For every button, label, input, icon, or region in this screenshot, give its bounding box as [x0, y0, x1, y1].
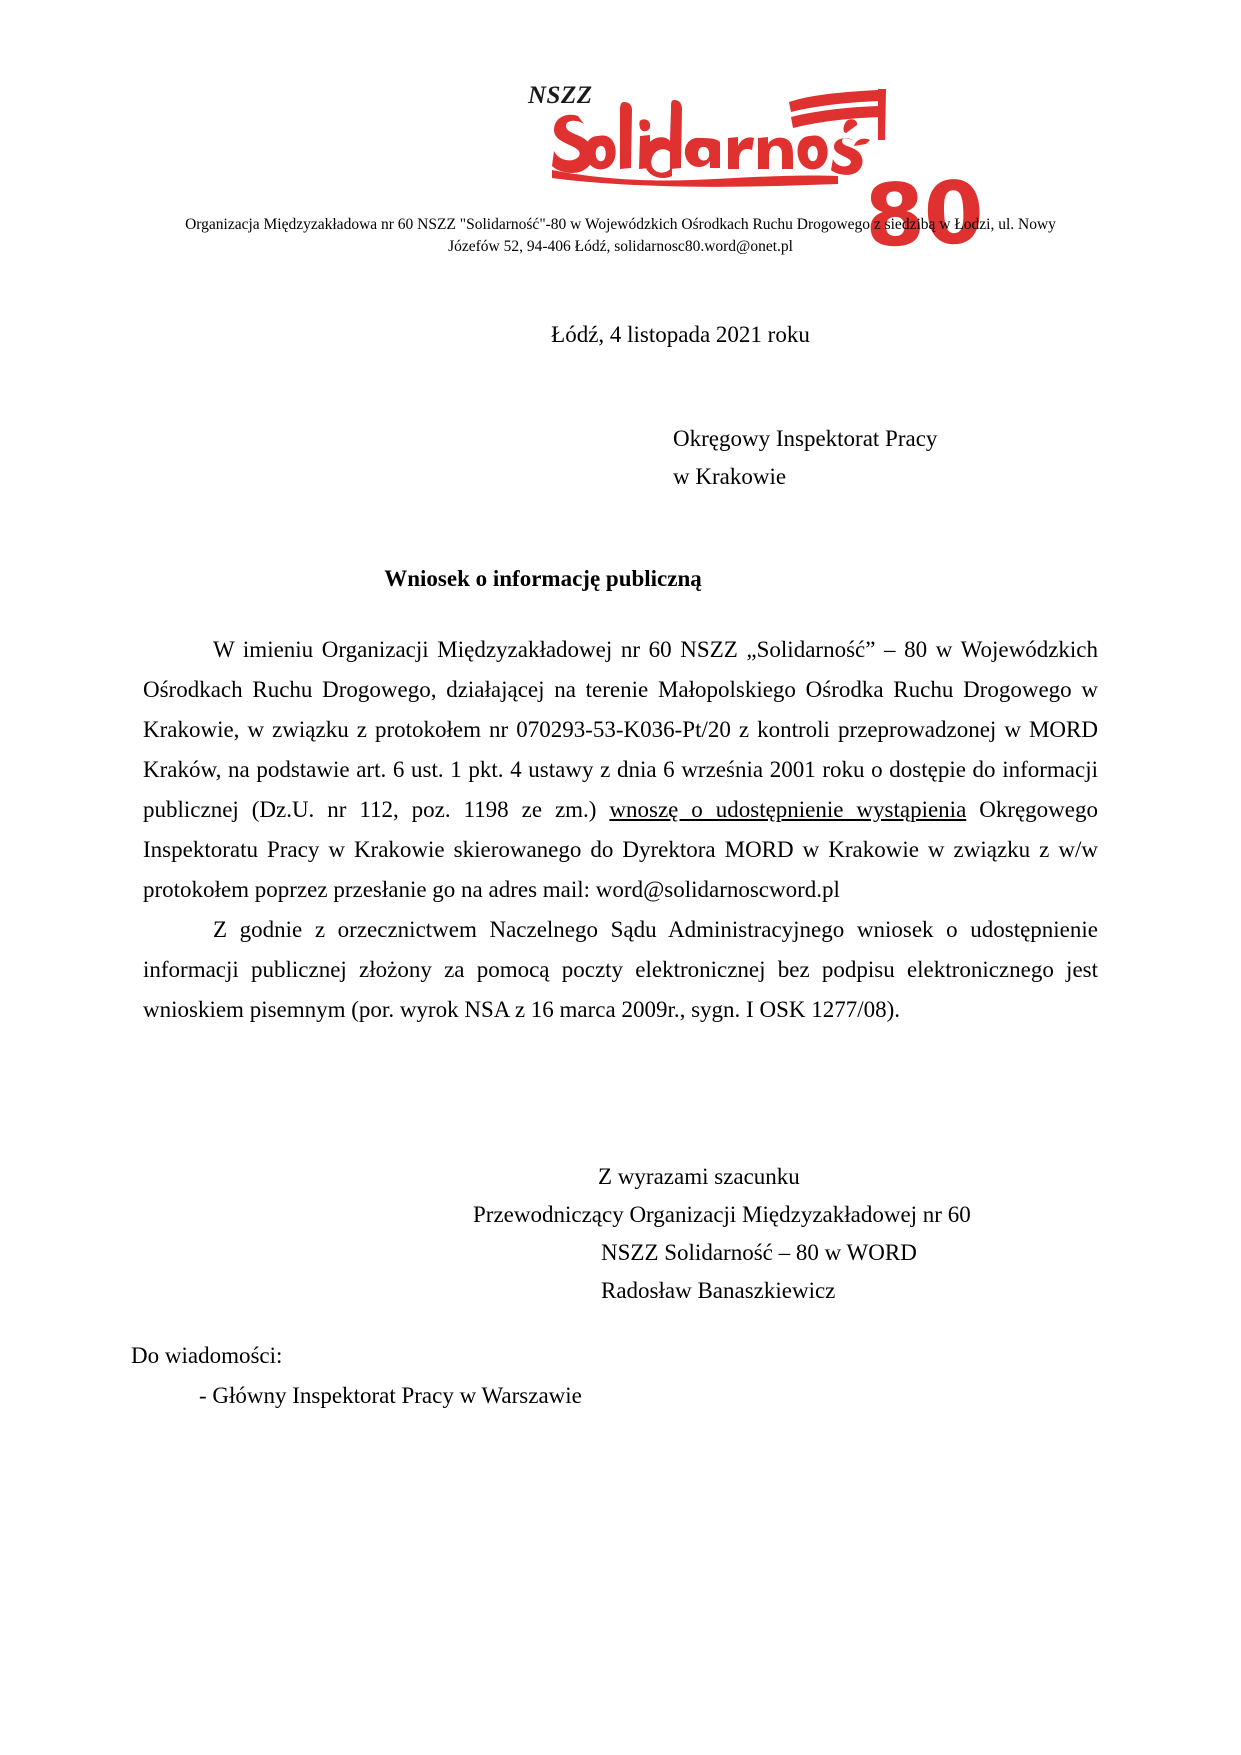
- date-line: Łódź, 4 listopada 2021 roku: [551, 322, 810, 347]
- signature-name: Radosław Banaszkiewicz: [601, 1278, 836, 1303]
- organization-address: [100, 214, 1141, 258]
- solidarnosc-wordmark: [552, 92, 872, 192]
- address-line-1: Organizacja Międzyzakładowa nr 60 NSZZ "Solidarność"-80 w Wojewódzkich Ośrodkach Ruchu Drogowego z siedzibą w Łodzi, ul. Nowy: [185, 216, 1056, 233]
- paragraph-nsa-ruling: Z godnie z orzecznictwem Naczelnego Sądu Administracyjnego wniosek o udostępnienie informacji publicznej złożony za pomocą poczty elektronicznej bez podpisu elektronicznego jest wnioskiem pisemnym (por. wyrok NSA z 16 marca 2009r., sygn. I OSK 1277/08).: [143, 917, 1098, 1022]
- paragraph-1-part-2: Okręgowego Inspektoratu Pracy w Krakowie skierowanego do Dyrektora MORD w Krakowie w związku z w/w protokołem poprzez przesłanie go na adres mail: word@solidarnoscword.pl: [143, 797, 1099, 902]
- cc-label: Do wiadomości:: [131, 1343, 283, 1368]
- recipient-line-1: Okręgowy Inspektorat Pracy: [673, 426, 938, 451]
- paragraph-1-part-1: W imieniu Organizacji Międzyzakładowej nr 60 NSZZ „Solidarność” – 80 w Wojewódzkich Ośrodkach Ruchu Drogowego, działającej na terenie Małopolskiego Ośrodka Ruchu Drogowego w Krakowie, w związku z protokołem nr 070293-53-K036-Pt/20 z kontroli przeprowadzonej w MORD Kraków, na podstawie art. 6 ust. 1 pkt. 4 ustawy z dnia 6 września 2001 roku o dostępie do informacji publicznej (Dz.U. nr 112, poz. 1198 ze zm.): [143, 637, 1098, 822]
- recipient-block: [673, 420, 1098, 496]
- document-title: Wniosek o informację publiczną: [384, 566, 702, 591]
- nszz-abbreviation: NSZZ: [528, 82, 593, 109]
- paragraph-request: [143, 630, 1098, 910]
- cc-item-1: - Główny Inspektorat Pracy w Warszawie: [199, 1383, 582, 1408]
- carbon-copy-block: [131, 1336, 1098, 1416]
- signature-role-line-2: NSZZ Solidarność – 80 w WORD: [601, 1240, 917, 1265]
- letterhead: [0, 0, 1241, 280]
- logo-number-80: 80: [863, 162, 985, 268]
- signature-closing: Z wyrazami szacunku: [598, 1164, 800, 1189]
- address-line-2: Józefów 52, 94-406 Łódź, solidarnosc80.word@onet.pl: [448, 238, 793, 255]
- letter-body: [131, 300, 1099, 1416]
- paragraph-1-underlined: wnoszę o udostępnienie wystąpienia: [609, 797, 967, 822]
- signature-role-line-1: Przewodniczący Organizacji Międzyzakładowej nr 60: [473, 1202, 971, 1227]
- signature-block: [473, 1158, 1098, 1310]
- recipient-line-2: w Krakowie: [673, 464, 787, 489]
